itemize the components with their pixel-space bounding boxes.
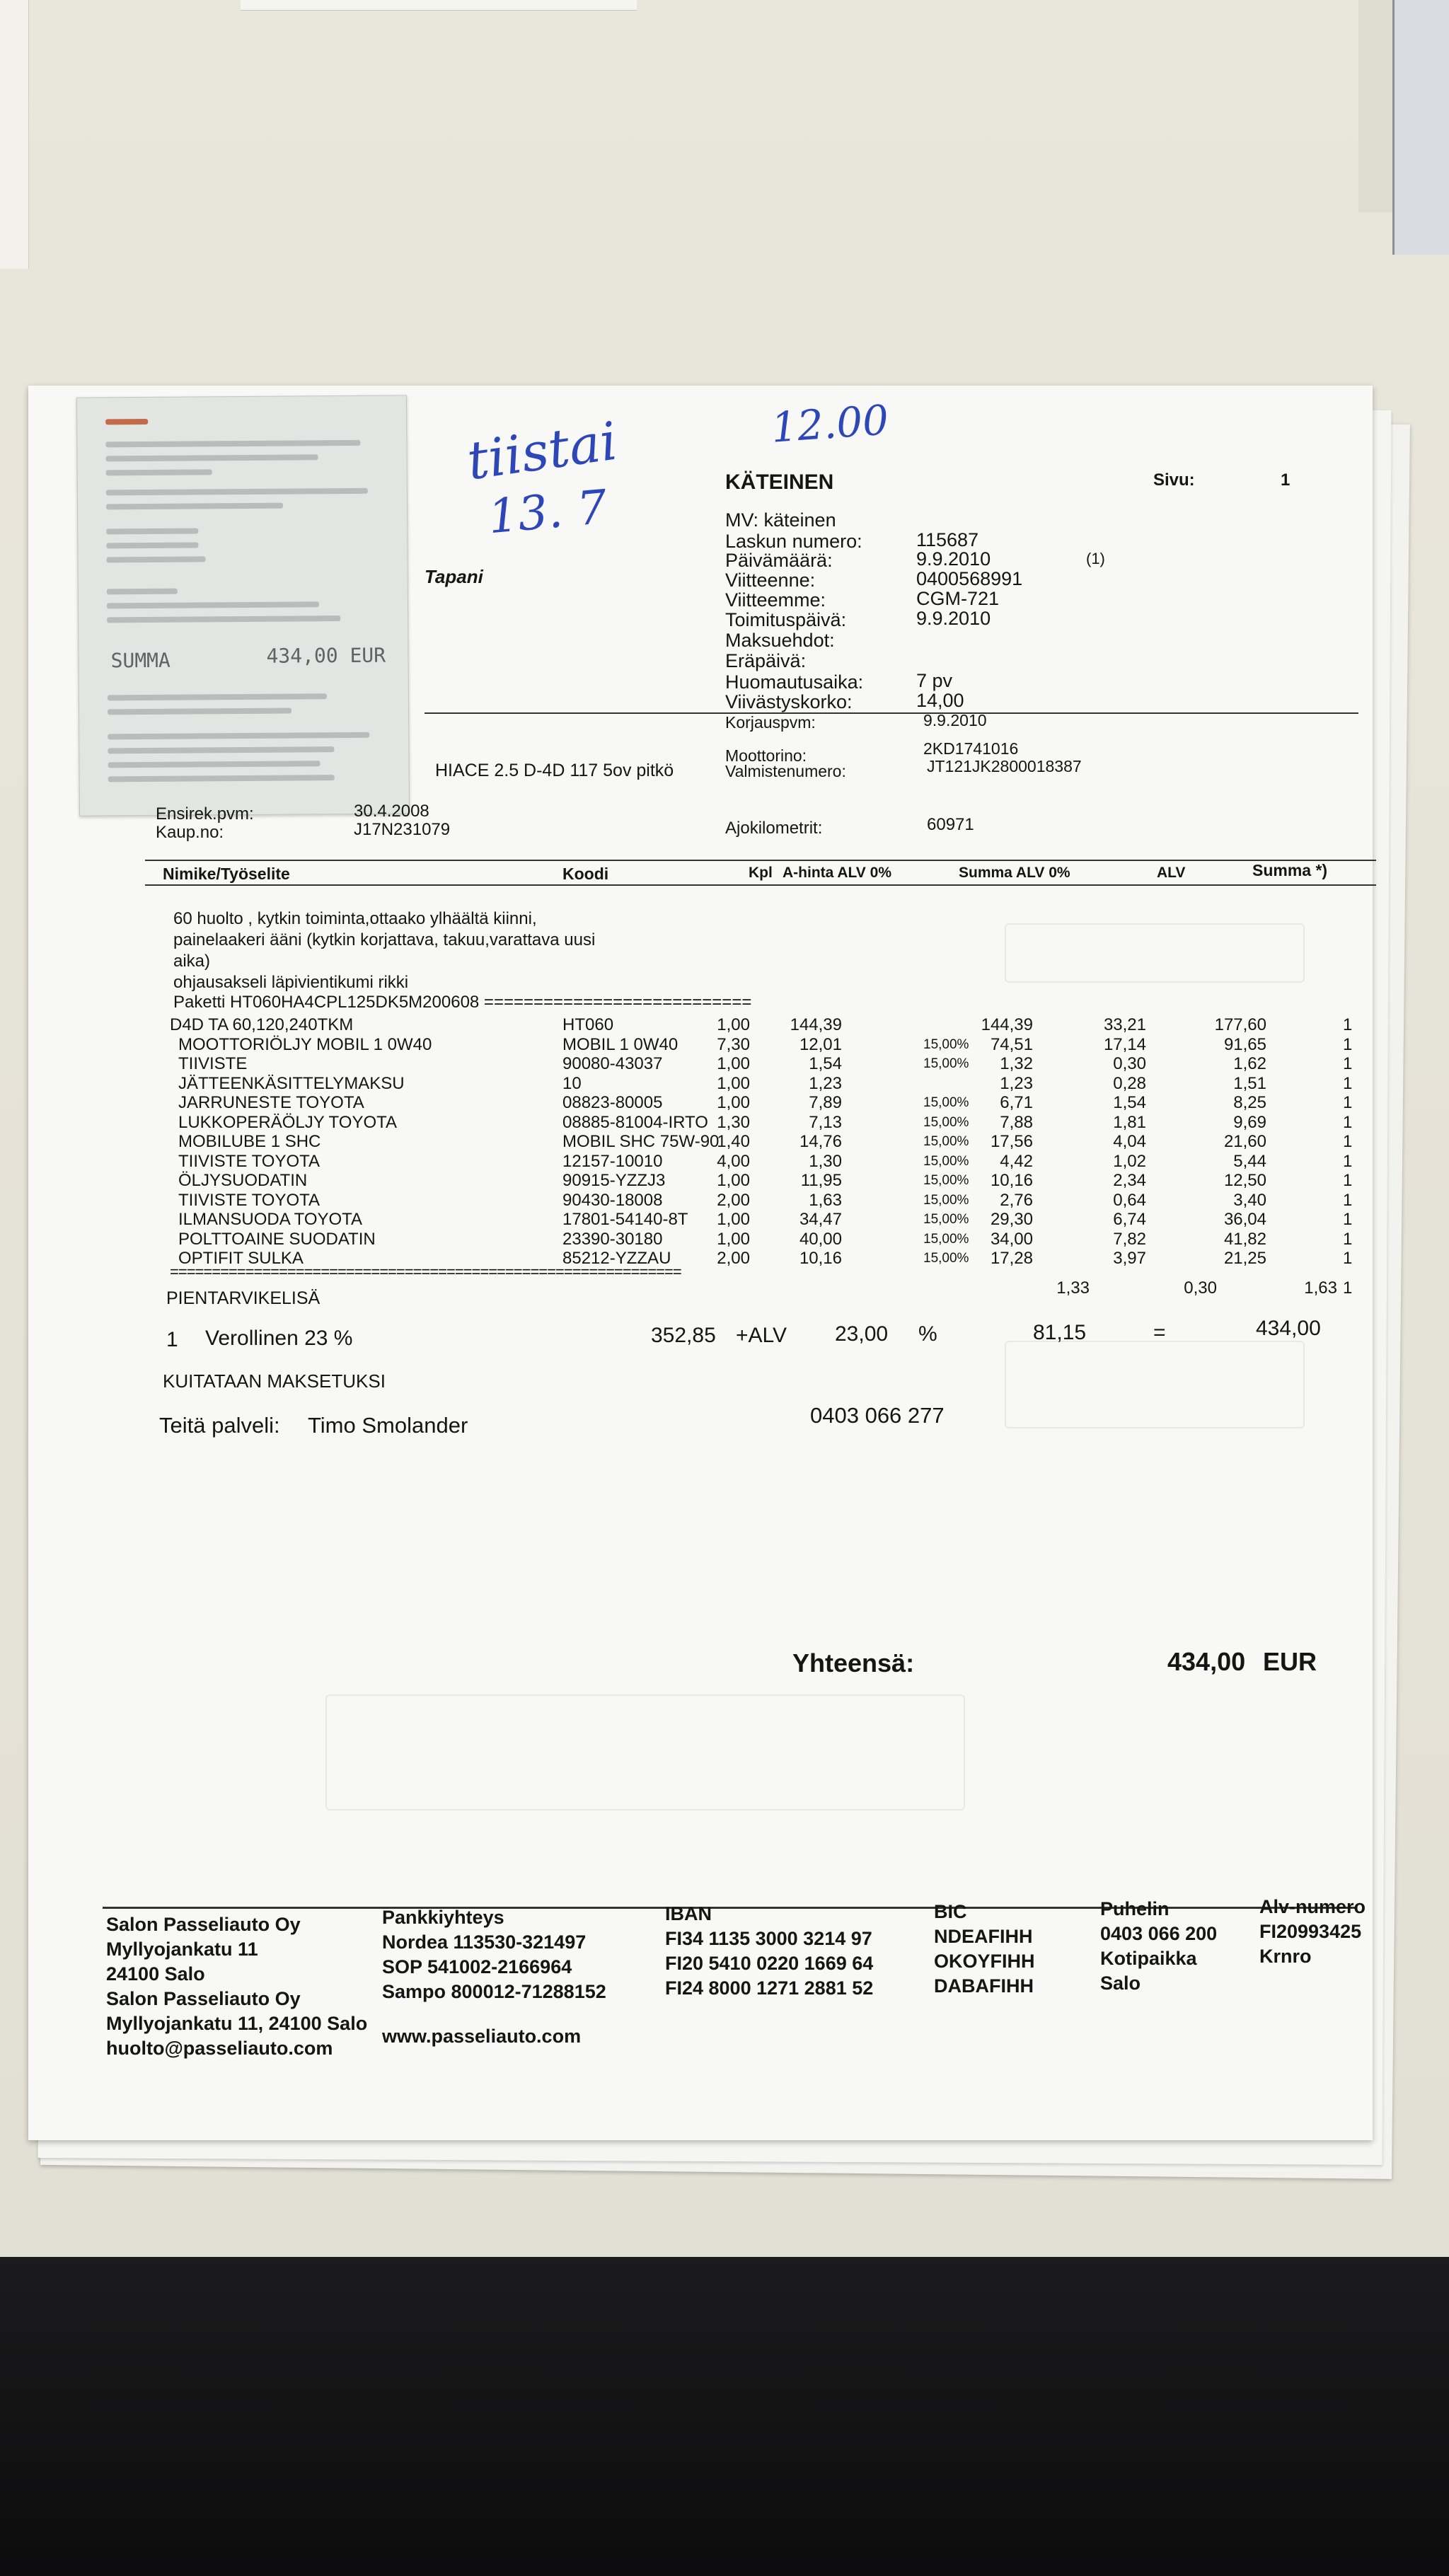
receipt-line — [108, 693, 327, 700]
work-note-line: aika) — [173, 952, 211, 971]
row-total: 8,25 — [1233, 1093, 1266, 1112]
engine-number-label: Moottorino: — [725, 746, 807, 765]
footer-company-line: Salon Passeliauto Oy — [106, 1988, 301, 2009]
row-price: 12,01 — [799, 1034, 842, 1054]
invoice-number-label: Laskun numero: — [725, 531, 862, 552]
row-name: ÖLJYSUODATIN — [178, 1171, 308, 1190]
footer-company-line: Myllyojankatu 11 — [106, 1939, 258, 1960]
row-name: JARRUNESTE TOYOTA — [178, 1093, 364, 1112]
row-name: OPTIFIT SULKA — [178, 1249, 304, 1268]
footer-bic: OKOYFIHH — [934, 1951, 1035, 1972]
row-code: MOBIL 1 0W40 — [562, 1034, 679, 1054]
vat-equals: = — [1153, 1321, 1166, 1344]
row-flag: 1 — [1343, 1093, 1353, 1112]
row-price: 40,00 — [799, 1229, 842, 1249]
row-vat: 33,21 — [1103, 1015, 1146, 1034]
receipt-line — [106, 542, 198, 548]
receipt-line — [106, 454, 318, 461]
footer-vat-number: FI20993425 — [1259, 1921, 1362, 1942]
header-rule — [425, 712, 1358, 714]
row-total: 5,44 — [1233, 1151, 1266, 1171]
row-qty: 2,00 — [717, 1190, 750, 1210]
delivery-date-label: Toimituspäivä: — [725, 609, 847, 630]
small-items-sum: 1,33 — [1056, 1278, 1090, 1298]
row-sum: 17,56 — [990, 1132, 1033, 1151]
vat-label: Verollinen 23 % — [205, 1327, 353, 1350]
col-description: Nimike/Työselite — [163, 865, 290, 883]
row-name: TIIVISTE TOYOTA — [178, 1151, 321, 1171]
footer-company-line: 24100 Salo — [106, 1963, 205, 1985]
late-interest-label: Viivästyskorko: — [725, 691, 853, 712]
col-unit-price: A-hinta ALV 0% — [783, 865, 892, 881]
row-flag: 1 — [1343, 1073, 1353, 1093]
vat-index: 1 — [166, 1328, 178, 1351]
row-flag: 1 — [1343, 1112, 1353, 1132]
receipt-line — [107, 616, 340, 623]
receipt-summa-value: 434,00 EUR — [266, 643, 386, 668]
row-vat: 0,28 — [1113, 1073, 1146, 1093]
handwritten-date: 13. 7 — [485, 479, 609, 545]
receipt-line — [106, 469, 212, 475]
row-total: 9,69 — [1233, 1112, 1266, 1132]
row-name: ILMANSUODA TOYOTA — [178, 1210, 363, 1229]
row-qty: 1,00 — [717, 1210, 750, 1229]
delivery-date-value: 9.9.2010 — [916, 608, 991, 629]
col-qty: Kpl — [749, 865, 773, 881]
background-paper-left — [0, 0, 29, 269]
mileage-label: Ajokilometrit: — [725, 819, 823, 838]
footer-reg: Krnro — [1259, 1946, 1312, 1967]
your-reference-label: Viitteenne: — [725, 570, 816, 591]
row-total: 21,25 — [1223, 1249, 1266, 1268]
late-interest-value: 14,00 — [916, 690, 964, 711]
vat-rate: 23,00 — [835, 1322, 889, 1346]
row-price: 1,54 — [809, 1054, 842, 1073]
row-code: 90430-18008 — [562, 1190, 663, 1210]
row-vat: 3,97 — [1113, 1249, 1146, 1268]
row-price: 1,23 — [809, 1073, 842, 1093]
purchase-number-label: Kaup.no: — [156, 823, 224, 842]
row-disc: 15,00% — [923, 1114, 969, 1130]
row-price: 1,63 — [809, 1190, 842, 1210]
row-disc: 15,00% — [923, 1192, 969, 1208]
receipt-line — [107, 601, 319, 608]
row-sum: 7,88 — [1000, 1112, 1033, 1132]
receipt-line — [107, 589, 178, 595]
row-flag: 1 — [1343, 1249, 1353, 1268]
served-by-label: Teitä palveli: — [159, 1413, 280, 1438]
row-flag: 1 — [1343, 1151, 1353, 1171]
footer-bic: DABAFIHH — [934, 1975, 1034, 1997]
grand-total-currency: EUR — [1263, 1647, 1317, 1676]
row-qty: 1,00 — [717, 1093, 750, 1112]
row-disc: 15,00% — [923, 1251, 969, 1266]
row-sum: 34,00 — [990, 1229, 1033, 1249]
your-reference-value: 0400568991 — [916, 568, 1023, 589]
row-flag: 1 — [1343, 1034, 1353, 1054]
row-flag: 1 — [1343, 1171, 1353, 1190]
footer-bank-account: Sampo 800012-71288152 — [382, 1981, 606, 2002]
row-name: MOBILUBE 1 SHC — [178, 1132, 321, 1151]
row-total: 1,51 — [1233, 1073, 1266, 1093]
row-disc: 15,00% — [923, 1134, 969, 1149]
footer-home: Salo — [1100, 1973, 1141, 1994]
receipt-line — [107, 556, 206, 562]
receipt-mark — [105, 419, 148, 424]
invoice-sheet — [28, 386, 1373, 2140]
row-name: POLTTOAINE SUODATIN — [178, 1229, 376, 1249]
footer-vat-title: Alv-numero — [1259, 1896, 1366, 1917]
receipt-line — [105, 440, 360, 448]
row-total: 1,62 — [1233, 1054, 1266, 1073]
receipt-line — [108, 761, 321, 768]
invoice-title: KÄTEINEN — [725, 470, 834, 494]
handwritten-day: tiistai — [463, 410, 621, 492]
work-note-line: ohjausakseli läpivientikumi rikki — [173, 973, 409, 992]
row-name: TIIVISTE TOYOTA — [178, 1190, 321, 1210]
small-items-flag: 1 — [1343, 1278, 1353, 1298]
repair-date-value: 9.9.2010 — [923, 711, 987, 729]
engine-number-value: 2KD1741016 — [923, 739, 1019, 758]
row-price: 34,47 — [799, 1210, 842, 1229]
vat-plus: +ALV — [736, 1324, 787, 1347]
small-items-total: 1,63 — [1304, 1278, 1337, 1298]
row-vat: 1,81 — [1113, 1112, 1146, 1132]
row-total: 36,04 — [1223, 1210, 1266, 1229]
row-name: D4D TA 60,120,240TKM — [170, 1015, 354, 1034]
row-code: 17801-54140-8T — [562, 1210, 688, 1229]
footer-website: www.passeliauto.com — [382, 2026, 582, 2047]
footer-bank-account: Nordea 113530-321497 — [382, 1931, 587, 1953]
row-sum: 29,30 — [990, 1210, 1033, 1229]
row-qty: 1,30 — [717, 1112, 750, 1132]
row-qty: 1,00 — [717, 1171, 750, 1190]
row-code: 85212-YZZAU — [562, 1249, 671, 1268]
footer-iban: FI24 8000 1271 2881 52 — [665, 1977, 874, 1999]
receipt-line — [108, 775, 335, 782]
row-disc: 15,00% — [923, 1173, 969, 1188]
row-flag: 1 — [1343, 1054, 1353, 1073]
row-disc: 15,00% — [923, 1212, 969, 1227]
our-reference-label: Viitteemme: — [725, 589, 826, 611]
row-code: HT060 — [562, 1015, 614, 1034]
due-date-label: Eräpäivä: — [725, 650, 807, 671]
mileage-value: 60971 — [927, 815, 974, 834]
row-sum: 1,23 — [1000, 1073, 1033, 1093]
background-paper-top — [241, 0, 637, 11]
row-vat: 0,64 — [1113, 1190, 1146, 1210]
vehicle-model: HIACE 2.5 D-4D 117 5ov pitkö — [435, 761, 674, 780]
payment-terms-label: Maksuehdot: — [725, 630, 835, 651]
date-label: Päivämäärä: — [725, 550, 833, 571]
row-sum: 4,42 — [1000, 1151, 1033, 1171]
row-disc: 15,00% — [923, 1095, 969, 1110]
receipt-line — [108, 746, 334, 753]
row-total: 21,60 — [1223, 1132, 1266, 1151]
row-price: 144,39 — [790, 1015, 842, 1034]
footer-bic: NDEAFIHH — [934, 1926, 1033, 1947]
table-top-rule — [145, 860, 1376, 861]
row-disc: 15,00% — [923, 1153, 969, 1169]
row-vat: 6,74 — [1113, 1210, 1146, 1229]
invoice-number-value: 115687 — [916, 529, 979, 550]
row-price: 7,13 — [809, 1112, 842, 1132]
row-code: 90080-43037 — [562, 1054, 663, 1073]
our-reference-value: CGM-721 — [916, 588, 1000, 609]
receipt-line — [106, 488, 368, 496]
row-vat: 0,30 — [1113, 1054, 1146, 1073]
row-flag: 1 — [1343, 1190, 1353, 1210]
row-price: 14,76 — [799, 1132, 842, 1151]
row-price: 1,30 — [809, 1151, 842, 1171]
date-note: (1) — [1086, 550, 1105, 567]
notice-period-label: Huomautusaika: — [725, 671, 864, 693]
row-code: 10 — [562, 1073, 582, 1093]
row-sum: 1,32 — [1000, 1054, 1033, 1073]
row-disc: 15,00% — [923, 1231, 969, 1247]
row-qty: 1,00 — [717, 1015, 750, 1034]
handwritten-time: 12.00 — [769, 395, 891, 452]
footer-iban-title: IBAN — [665, 1903, 712, 1924]
vat-base: 352,85 — [651, 1324, 716, 1347]
row-sum: 2,76 — [1000, 1190, 1033, 1210]
customer-name-fragment: Tapani — [425, 566, 483, 587]
served-by-name: Timo Smolander — [308, 1413, 468, 1438]
row-sum: 144,39 — [981, 1015, 1033, 1034]
row-vat: 17,14 — [1103, 1034, 1146, 1054]
row-name: MOOTTORIÖLJY MOBIL 1 0W40 — [178, 1034, 432, 1054]
row-vat: 2,34 — [1113, 1171, 1146, 1190]
grand-total-value: 434,00 — [1167, 1647, 1246, 1676]
row-code: 23390-30180 — [562, 1229, 663, 1249]
row-total: 41,82 — [1223, 1229, 1266, 1249]
row-qty: 1,00 — [717, 1054, 750, 1073]
row-qty: 7,30 — [717, 1034, 750, 1054]
row-name: LUKKOPERÄÖLJY TOYOTA — [178, 1112, 397, 1132]
small-items-vat: 0,30 — [1184, 1278, 1217, 1298]
show-through-mark — [325, 1694, 965, 1810]
row-vat: 7,82 — [1113, 1229, 1146, 1249]
show-through-mark — [1005, 1341, 1305, 1428]
row-flag: 1 — [1343, 1229, 1353, 1249]
row-disc: 15,00% — [923, 1056, 969, 1071]
footer-bic-title: BIC — [934, 1901, 967, 1922]
table-header-rule — [145, 884, 1376, 886]
footer-iban: FI34 1135 3000 3214 97 — [665, 1928, 872, 1949]
repair-date-label: Korjauspvm: — [725, 713, 816, 732]
row-total: 3,40 — [1233, 1190, 1266, 1210]
notice-period-value: 7 pv — [916, 670, 953, 691]
footer-email: huolto@passeliauto.com — [106, 2038, 333, 2059]
vat-total: 434,00 — [1256, 1317, 1321, 1340]
manufacturer-number-value: JT121JK2800018387 — [927, 757, 1082, 775]
row-qty: 1,00 — [717, 1073, 750, 1093]
receipt-line — [106, 503, 283, 510]
footer-phone: 0403 066 200 — [1100, 1923, 1218, 1944]
row-flag: 1 — [1343, 1132, 1353, 1151]
first-registration-label: Ensirek.pvm: — [156, 804, 254, 824]
footer-bank-account: SOP 541002-2166964 — [382, 1956, 572, 1977]
date-value: 9.9.2010 — [916, 548, 991, 570]
row-qty: 4,00 — [717, 1151, 750, 1171]
row-qty: 1,40 — [717, 1132, 750, 1151]
vat-amount: 81,15 — [1033, 1321, 1087, 1344]
receipt-line — [108, 732, 369, 740]
col-code: Koodi — [562, 865, 609, 883]
row-vat: 4,04 — [1113, 1132, 1146, 1151]
row-price: 11,95 — [800, 1171, 842, 1190]
row-sum: 6,71 — [1000, 1093, 1033, 1112]
manufacturer-number-label: Valmistenumero: — [725, 762, 846, 780]
book-edge — [1392, 0, 1449, 255]
row-price: 10,16 — [799, 1249, 842, 1268]
work-note-line: 60 huolto , kytkin toiminta,ottaako ylhäältä kiinni, — [173, 909, 537, 928]
page-label: Sivu: — [1153, 470, 1195, 490]
book-shadow — [1358, 0, 1392, 212]
row-total: 177,60 — [1214, 1015, 1266, 1034]
row-price: 7,89 — [809, 1093, 842, 1112]
paid-note: KUITATAAN MAKSETUKSI — [163, 1370, 386, 1392]
package-line: Paketti HT060HA4CPL125DK5M200608 =========================== — [173, 993, 752, 1012]
floor-shadow — [0, 2257, 1449, 2576]
receipt-line — [108, 708, 291, 715]
footer-company-line: Salon Passeliauto Oy — [106, 1914, 301, 1935]
vat-percent-sign: % — [918, 1322, 937, 1346]
row-qty: 2,00 — [717, 1249, 750, 1268]
footer-bank-title: Pankkiyhteys — [382, 1907, 504, 1928]
row-sum: 17,28 — [990, 1249, 1033, 1268]
row-vat: 1,54 — [1113, 1093, 1146, 1112]
row-total: 12,50 — [1223, 1171, 1266, 1190]
row-name: TIIVISTE — [178, 1054, 248, 1073]
row-flag: 1 — [1343, 1210, 1353, 1229]
row-code: 08885-81004-IRTO — [562, 1112, 708, 1132]
col-vat: ALV — [1157, 865, 1186, 881]
row-sum: 74,51 — [990, 1034, 1033, 1054]
receipt-slip — [76, 395, 410, 816]
grand-total-label: Yhteensä: — [792, 1648, 915, 1677]
purchase-number-value: J17N231079 — [354, 820, 451, 839]
served-by-phone: 0403 066 277 — [810, 1403, 945, 1428]
footer-phone-title: Puhelin — [1100, 1898, 1170, 1919]
receipt-line — [106, 528, 198, 534]
show-through-mark — [1005, 923, 1305, 983]
col-total: Summa *) — [1252, 861, 1328, 879]
row-code: MOBIL SHC 75W-90 — [562, 1132, 720, 1151]
work-note-line: painelaakeri ääni (kytkin korjattava, takuu,varattava uusi — [173, 930, 596, 949]
row-code: 90915-YZZJ3 — [562, 1171, 666, 1190]
row-sum: 10,16 — [990, 1171, 1033, 1190]
footer-iban: FI20 5410 0220 1669 64 — [665, 1953, 874, 1974]
row-flag: 1 — [1343, 1015, 1353, 1034]
footer-company-line: Myllyojankatu 11, 24100 Salo — [106, 2013, 368, 2034]
small-items-label: PIENTARVIKELISÄ — [166, 1288, 321, 1308]
separator-line: ============================================================= — [170, 1263, 681, 1281]
payment-method: MV: käteinen — [725, 509, 836, 531]
row-code: 12157-10010 — [562, 1151, 663, 1171]
row-total: 91,65 — [1223, 1034, 1266, 1054]
row-qty: 1,00 — [717, 1229, 750, 1249]
row-disc: 15,00% — [923, 1036, 969, 1052]
receipt-summa-label: SUMMA — [110, 648, 171, 673]
row-vat: 1,02 — [1113, 1151, 1146, 1171]
row-name: JÄTTEENKÄSITTELYMAKSU — [178, 1073, 405, 1093]
first-registration-value: 30.4.2008 — [354, 802, 429, 821]
page-number: 1 — [1281, 470, 1291, 490]
row-code: 08823-80005 — [562, 1093, 663, 1112]
footer-home-title: Kotipaikka — [1100, 1948, 1197, 1969]
col-net-sum: Summa ALV 0% — [959, 865, 1070, 881]
